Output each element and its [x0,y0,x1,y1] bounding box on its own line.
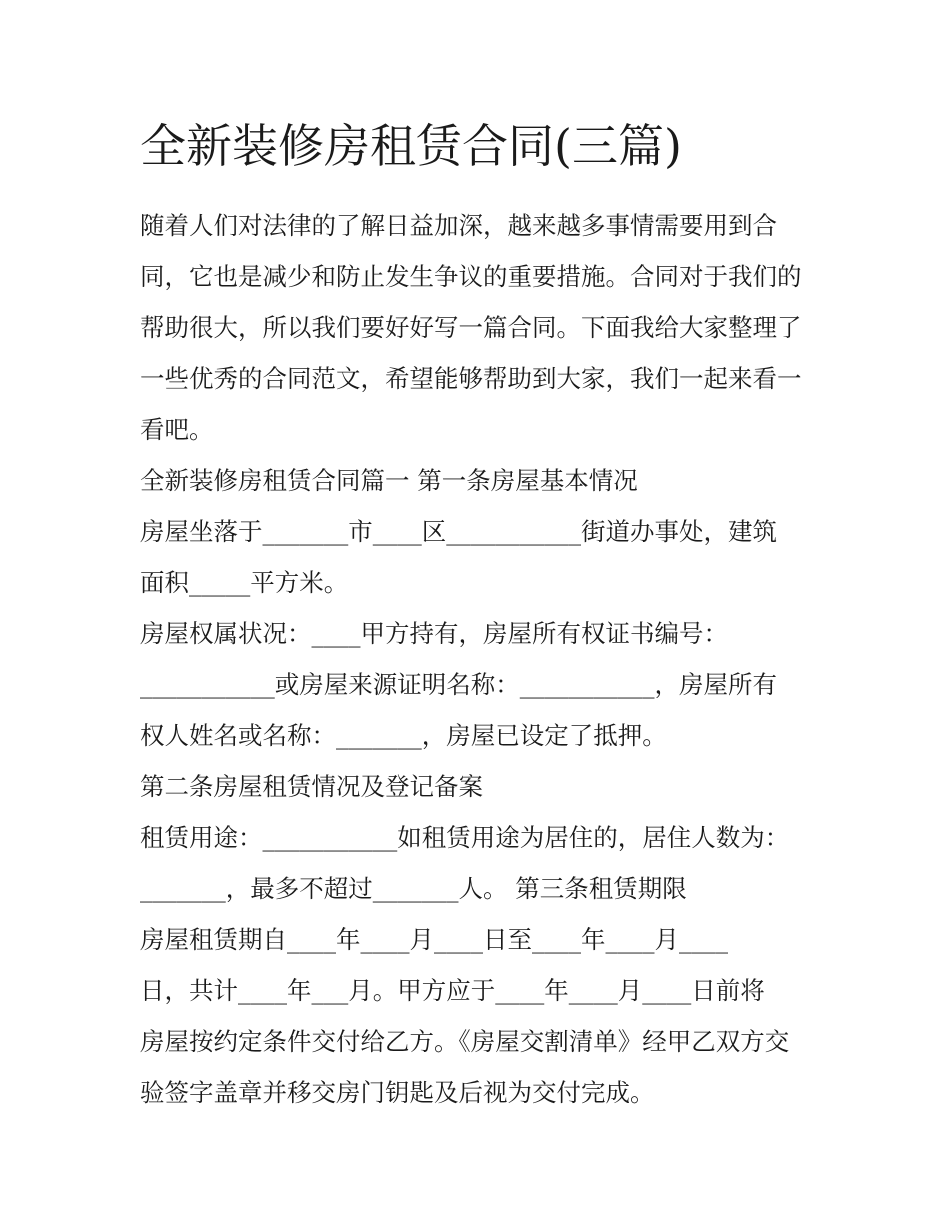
paragraph-line: _______，最多不超过_______人。 第三条租赁期限 [140,874,687,903]
document-title: 全新装修房租赁合同(三篇) [140,119,682,173]
paragraph-line: 租赁用途：___________如租赁用途为居住的，居住人数为： [140,823,790,852]
paragraph-line: 房屋按约定条件交付给乙方。《房屋交割清单》经甲乙双方交 [140,1027,790,1056]
section-heading-line: 第二条房屋租赁情况及登记备案 [140,772,483,801]
paragraph-line: 一些优秀的合同范文，希望能够帮助到大家，我们一起来看一 [140,364,802,393]
paragraph-line: 看吧。 [140,415,214,444]
paragraph-line: 面积_____平方米。 [140,568,349,597]
paragraph-line: 随着人们对法律的了解日益加深，越来越多事情需要用到合 [140,211,777,240]
paragraph-line: ___________或房屋来源证明名称：___________，房屋所有 [140,670,777,699]
document-body [140,200,820,1118]
section-heading-line: 全新装修房租赁合同篇一 第一条房屋基本情况 [140,466,638,495]
paragraph-line: 房屋权属状况：____甲方持有，房屋所有权证书编号： [140,619,728,648]
paragraph-line: 验签字盖章并移交房门钥匙及后视为交付完成。 [140,1078,655,1107]
paragraph-line: 帮助很大，所以我们要好好写一篇合同。下面我给大家整理了 [140,313,802,342]
paragraph-line: 权人姓名或名称：_______，房屋已设定了抵押。 [140,721,667,750]
paragraph-line: 日，共计____年___月。甲方应于____年____月____日前将 [140,976,765,1005]
paragraph-line: 房屋租赁期自____年____月____日至____年____月____ [140,925,728,954]
paragraph-line: 同，它也是减少和防止发生争议的重要措施。合同对于我们的 [140,262,802,291]
paragraph-line: 房屋坐落于_______市____区___________街道办事处，建筑 [140,517,777,546]
